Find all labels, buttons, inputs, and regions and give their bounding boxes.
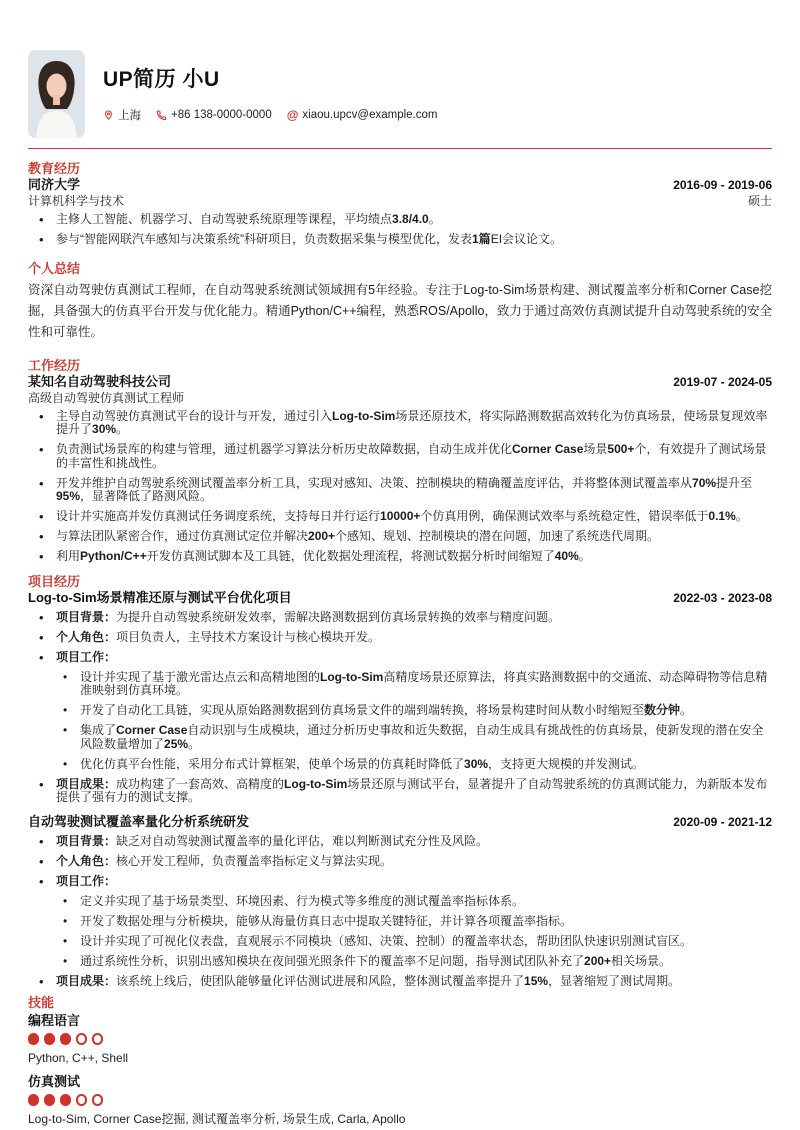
- skills-groups: [28, 1013, 772, 1126]
- skill-name: 编程语言: [28, 1013, 81, 1028]
- work-entry-head: [28, 374, 772, 390]
- text-run: 500+: [607, 442, 635, 456]
- skill-group: [28, 1074, 772, 1126]
- text-run: 缺乏对自动驾驶测试覆盖率的量化评估，难以判断测试充分性及风险。: [116, 833, 489, 848]
- text-run: 核心开发工程师，负责覆盖率指标定义与算法实现。: [116, 853, 393, 868]
- job-title-text: 高级自动驾驶仿真测试工程师: [28, 390, 185, 405]
- text-run: 场景: [583, 442, 608, 456]
- email-text: xiaou.upcv@example.com: [302, 109, 438, 121]
- text-run: 25%: [164, 736, 189, 751]
- text-run: 70%: [692, 475, 717, 490]
- text-run: Log-to-Sim: [320, 669, 384, 684]
- project-item-1: [28, 590, 772, 805]
- text-run: 个仿真用例，确保测试效率与系统稳定性，错误率低于: [420, 509, 709, 523]
- work-section-title: 工作经历: [28, 357, 81, 373]
- resume-header: [28, 50, 772, 138]
- skills-section-title: 技能: [28, 995, 55, 1010]
- text-run: 为提升自动驾驶系统研发效率，需解决路测数据到仿真场景转换的效率与精度问题。: [116, 609, 561, 624]
- text-run: 数分钟: [644, 703, 681, 717]
- text-run: 项目工作：: [56, 649, 117, 664]
- company-name: 某知名自动驾驶科技公司: [28, 373, 172, 389]
- work-bullet-list: [28, 410, 772, 564]
- text-run: 项目背景：: [56, 609, 117, 624]
- text-run: 集成了: [80, 723, 117, 737]
- text-run: Corner Case: [512, 442, 584, 456]
- text-run: 个感知、规划、控制模块的潜在问题，加速了系统迭代周期。: [335, 529, 660, 543]
- text-run: 。: [680, 703, 693, 717]
- bullet-item: [28, 611, 772, 625]
- bullet-item: [28, 875, 772, 969]
- text-run: 10000+: [380, 509, 421, 523]
- section-skills: [28, 995, 772, 1126]
- section-projects: [28, 574, 772, 989]
- dot-filled-icon: [28, 1033, 39, 1045]
- location-pin-icon: [103, 109, 114, 121]
- text-run: 负责测试场景库的构建与管理，通过机器学习算法分析历史故障数据，自动生成并优化: [56, 442, 513, 456]
- bullet-item: [28, 443, 772, 470]
- phone-text: +86 138-0000-0000: [171, 109, 272, 121]
- bullet-item: [28, 975, 772, 989]
- bullet-item: [28, 651, 772, 772]
- text-run: 项目背景：: [56, 833, 117, 848]
- location-text: 上海: [118, 110, 141, 122]
- text-run: 设计并实施高并发仿真测试任务调度系统，支持每日并行运行: [56, 509, 381, 523]
- text-run: 场景还原技术，将实际路测数据高效转化为仿真场景，使场景复现效率提升了: [56, 408, 768, 436]
- skill-group: [28, 1013, 772, 1065]
- project1-bullet-list: [28, 611, 772, 805]
- project1-date: 2022-03 - 2023-08: [673, 590, 772, 605]
- text-run: 。: [735, 509, 748, 523]
- bullet-item: [28, 233, 772, 247]
- skill-name: 仿真测试: [28, 1074, 81, 1089]
- major-text: 计算机科学与技术: [28, 194, 125, 208]
- text-run: 15%: [524, 973, 549, 988]
- text-run: 开发了自动化工具链，实现从原始路测数据到仿真场景文件的端到端转换，将场景构建时间从数小时缩短至: [80, 703, 645, 717]
- text-run: 场景还原与测试平台，显著提升了自动驾驶系统的仿真测试能力，为新版本发布提供了强有力的测试支撑。: [56, 776, 768, 804]
- skill-level-dots: [28, 1094, 772, 1106]
- sub-bullet-item: [56, 724, 772, 751]
- text-run: 3.8/4.0: [392, 212, 429, 226]
- text-run: 。: [578, 549, 591, 563]
- bullet-item: [28, 410, 772, 437]
- work-date: 2019-07 - 2024-05: [673, 374, 772, 389]
- dot-filled-icon: [60, 1033, 71, 1045]
- text-run: 项目成果：: [56, 776, 117, 791]
- sub-bullet-item: [56, 758, 772, 772]
- contact-location: [103, 107, 141, 123]
- text-run: 项目工作：: [56, 873, 117, 888]
- text-run: Python/C++: [80, 549, 147, 563]
- school-name: 同济大学: [28, 177, 81, 192]
- text-run: 自动识别与生成模块，通过分析历史事故和近失数据，自动生成具有挑战性的仿真场景，使新发现的潜在安全风险数量增加了: [80, 723, 764, 751]
- sub-bullet-list: [56, 895, 772, 969]
- profile-photo: [28, 50, 85, 138]
- text-run: Corner Case: [116, 723, 188, 737]
- text-run: 开发仿真测试脚本及工具链，优化数据处理流程，将测试数据分析时间缩短了: [146, 549, 555, 563]
- sub-bullet-item: [56, 671, 772, 698]
- contact-email: [287, 109, 438, 121]
- text-run: 个人角色：: [56, 629, 117, 644]
- text-run: 个，有效提升了测试场景的丰富性和挑战性。: [56, 442, 767, 470]
- bullet-item: [28, 550, 772, 564]
- education-entry-sub: [28, 194, 772, 208]
- text-run: ，支持更大规模的并发测试。: [488, 756, 645, 771]
- at-sign-icon: @: [286, 108, 299, 122]
- text-run: 参与“智能网联汽车感知与决策系统”科研项目，负责数据采集与模型优化，发表: [56, 232, 472, 246]
- bullet-item: [28, 855, 772, 869]
- project2-title: 自动驾驶测试覆盖率量化分析系统研发: [28, 813, 250, 829]
- text-run: EI会议论文。: [490, 232, 563, 246]
- degree-text: 硕士: [747, 194, 772, 208]
- project2-bullet-list: [28, 835, 772, 989]
- skill-detail: Log-to-Sim, Corner Case挖掘, 测试覆盖率分析, 场景生成, Carla, Apollo: [28, 1112, 406, 1126]
- text-run: 。: [188, 736, 201, 751]
- dot-filled-icon: [44, 1033, 55, 1045]
- project1-head: [28, 590, 772, 606]
- candidate-name: UP简历 小U: [103, 68, 220, 91]
- text-run: 该系统上线后，使团队能够量化评估测试进展和风险，整体测试覆盖率提升了: [116, 973, 525, 988]
- section-education: [28, 161, 772, 247]
- sub-bullet-item: [56, 915, 772, 929]
- bullet-item: [28, 835, 772, 849]
- bullet-item: [28, 778, 772, 805]
- text-run: 开发了数据处理与分析模块，能够从海量仿真日志中提取关键特征，并计算各项覆盖率指标。: [80, 913, 573, 928]
- dot-empty-icon: [92, 1094, 103, 1106]
- sub-bullet-item: [56, 895, 772, 909]
- text-run: 30%: [92, 422, 117, 436]
- section-summary: [28, 261, 772, 343]
- skill-detail: Python, C++, Shell: [28, 1051, 129, 1065]
- text-run: ，显著缩短了测试周期。: [548, 973, 681, 988]
- sub-bullet-item: [56, 704, 772, 718]
- text-run: 提升至: [716, 475, 753, 490]
- text-run: 30%: [464, 756, 489, 771]
- dot-empty-icon: [76, 1033, 87, 1045]
- bullet-item: [28, 477, 772, 504]
- text-run: 主修人工智能、机器学习、自动驾驶系统原理等课程，平均绩点: [56, 212, 393, 226]
- text-run: 主导自动驾驶仿真测试平台的设计与开发，通过引入: [56, 408, 333, 423]
- sub-bullet-item: [56, 935, 772, 949]
- contact-row: [103, 107, 437, 123]
- text-run: 200+: [584, 953, 612, 968]
- text-run: 40%: [554, 549, 579, 563]
- project2-date: 2020-09 - 2021-12: [673, 814, 772, 829]
- text-run: 高精度场景还原算法，将真实路测数据中的交通流、动态障碍物等信息精准映射到仿真环境。: [80, 669, 768, 697]
- text-run: 个人角色：: [56, 853, 117, 868]
- projects-section-title: 项目经历: [28, 573, 81, 589]
- education-entry-head: [28, 177, 772, 193]
- project1-title: Log-to-Sim场景精准还原与测试平台优化项目: [28, 589, 292, 605]
- text-run: 优化仿真平台性能，采用分布式计算框架，使单个场景的仿真耗时降低了: [80, 756, 465, 771]
- header-info: [103, 50, 437, 138]
- text-run: 。: [116, 422, 129, 436]
- dot-filled-icon: [44, 1094, 55, 1106]
- sub-bullet-item: [56, 955, 772, 969]
- text-run: 1篇: [472, 232, 491, 246]
- text-run: Log-to-Sim: [284, 776, 348, 791]
- text-run: 利用: [56, 549, 81, 563]
- text-run: 项目负责人，主导技术方案设计与核心模块开发。: [116, 629, 381, 644]
- project2-head: [28, 814, 772, 830]
- header-divider: [28, 148, 772, 149]
- summary-section-title: 个人总结: [28, 260, 81, 276]
- section-work: [28, 358, 772, 564]
- bullet-item: [28, 530, 772, 544]
- summary-paragraph: 资深自动驾驶仿真测试工程师，在自动驾驶系统测试领域拥有5年经验。专注于Log-to-Sim场景构建、测试覆盖率分析和Corner Case挖掘，具备强大的仿真平台开发与优化能力。精通Python/C++编程，熟悉ROS/Apollo，致力于通过高效仿真测试提升自动驾驶系统的安全性和可靠性。: [28, 282, 772, 339]
- work-entry-sub: [28, 391, 772, 405]
- text-run: 与算法团队紧密合作，通过仿真测试定位并解决: [56, 529, 309, 543]
- text-run: 项目成果：: [56, 973, 117, 988]
- project-item-2: [28, 814, 772, 989]
- phone-icon: [156, 110, 167, 121]
- dot-filled-icon: [60, 1094, 71, 1106]
- dot-empty-icon: [92, 1033, 103, 1045]
- text-run: 成功构建了一套高效、高精度的: [116, 776, 285, 791]
- sub-bullet-list: [56, 671, 772, 772]
- text-run: 通过系统性分析，识别出感知模块在夜间强光照条件下的覆盖率不足问题，指导测试团队补充了: [80, 953, 585, 968]
- bullet-item: [28, 213, 772, 227]
- text-run: ，显著降低了路测风险。: [80, 489, 213, 503]
- bullet-item: [28, 510, 772, 524]
- dot-empty-icon: [76, 1094, 87, 1106]
- text-run: 开发并维护自动驾驶系统测试覆盖率分析工具，实现对感知、决策、控制模块的精确覆盖度评估，并将整体测试覆盖率从: [56, 475, 693, 490]
- contact-phone: [156, 109, 272, 121]
- education-date: 2016-09 - 2019-06: [673, 178, 772, 192]
- text-run: 。: [428, 212, 441, 226]
- text-run: 相关场景。: [611, 953, 672, 968]
- text-run: 设计并实现了基于激光雷达点云和高精地图的: [80, 669, 321, 684]
- text-run: 200+: [308, 529, 336, 543]
- dot-filled-icon: [28, 1094, 39, 1106]
- text-run: 定义并实现了基于场景类型、环境因素、行为模式等多维度的测试覆盖率指标体系。: [80, 893, 525, 908]
- text-run: 95%: [56, 489, 81, 503]
- profile-photo-illustration: [28, 50, 85, 138]
- text-run: 0.1%: [708, 509, 736, 523]
- education-section-title: 教育经历: [28, 161, 81, 176]
- education-bullet-list: [28, 213, 772, 247]
- skill-level-dots: [28, 1033, 772, 1045]
- text-run: 设计并实现了可视化仪表盘，直观展示不同模块（感知、决策、控制）的覆盖率状态，帮助团队快速识别测试盲区。: [80, 933, 693, 948]
- text-run: Log-to-Sim: [332, 408, 396, 423]
- bullet-item: [28, 631, 772, 645]
